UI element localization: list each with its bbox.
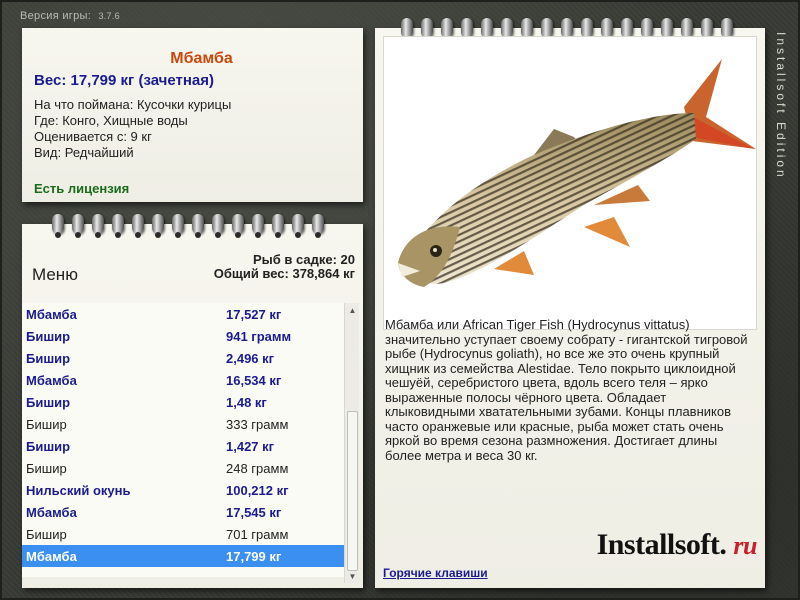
binder-ring [601, 18, 613, 38]
binder-ring [581, 18, 593, 38]
catch-name: Бишир [26, 416, 67, 432]
scroll-down-icon[interactable]: ▼ [348, 571, 357, 581]
hotkeys-link[interactable]: Горячие клавиши [383, 566, 488, 580]
binder-rings [401, 18, 733, 38]
binder-ring [541, 18, 553, 38]
binder-ring [212, 214, 224, 234]
catch-row[interactable] [22, 479, 347, 501]
binder-ring [661, 18, 673, 38]
binder-ring [461, 18, 473, 38]
fish-info-lines [34, 97, 349, 161]
catch-weight: 16,534 кг [226, 372, 282, 388]
catch-weight: 17,799 кг [226, 548, 282, 564]
catch-row[interactable] [22, 391, 347, 413]
scroll-up-icon[interactable]: ▲ [348, 305, 357, 315]
catch-row[interactable] [22, 347, 347, 369]
valued-from: Оценивается с: 9 кг [34, 129, 152, 144]
catch-weight: 17,545 кг [226, 504, 282, 520]
catch-weight: 701 грамм [226, 526, 289, 542]
fish-weight: Вес: 17,799 кг (зачетная) [34, 72, 215, 89]
binder-ring [641, 18, 653, 38]
binder-ring [421, 18, 433, 38]
version-number: 3.7.6 [98, 11, 120, 21]
catch-name: Бишир [26, 328, 71, 344]
fish-count: Рыб в садке: 20 [252, 252, 355, 267]
binder-ring [272, 214, 284, 234]
fish-name-title: Мбамба [170, 50, 233, 67]
catch-weight: 2,496 кг [226, 350, 275, 366]
binder-ring [501, 18, 513, 38]
binder-ring [312, 214, 324, 234]
catch-weight: 333 грамм [226, 416, 289, 432]
catch-name: Бишир [26, 438, 71, 454]
binder-ring [701, 18, 713, 38]
tiger-fish-image [384, 37, 758, 307]
binder-ring [721, 18, 733, 38]
catch-weight: 17,527 кг [226, 306, 282, 322]
scroll-thumb[interactable] [347, 411, 358, 571]
installsoft-logo: Installsoft. ru [596, 528, 757, 561]
catch-name: Нильский окунь [26, 482, 131, 498]
catch-row[interactable] [22, 523, 347, 545]
caught-on: На что поймана: Кусочки курицы [34, 97, 232, 112]
catch-row[interactable] [22, 501, 347, 523]
binder-ring [52, 214, 64, 234]
binder-ring [481, 18, 493, 38]
fish-description: Мбамба или African Tiger Fish (Hydrocynus vittatus) значительно уступает своему собрату - гигантской тигровой рыбе (Hydrocynus goliath), но все же это очень крупный хищник из семейства Alestidae. Тело покрыто циклоидной чешуёй, серебристого цвета, вдоль всего теля – ярко выраженные полосы чёрного цвета. Обладает клыковидными хватательными зубами. Концы плавников часто оранжевые или красные, рыба может стать очень яркой во время сезона размножения. Достигает длины более метра и веса 30 кг. [385, 317, 748, 463]
binder-ring [521, 18, 533, 38]
catch-weight: 100,212 кг [226, 482, 289, 498]
catch-row-selected[interactable] [22, 545, 347, 567]
catch-list[interactable] [22, 303, 347, 577]
fish-image-frame [383, 36, 757, 330]
catch-row[interactable] [22, 303, 347, 325]
catch-row[interactable] [22, 457, 347, 479]
binder-ring [252, 214, 264, 234]
catch-name: Бишир [26, 460, 67, 476]
binder-rings [52, 214, 324, 234]
catch-row[interactable] [22, 325, 347, 347]
binder-ring [621, 18, 633, 38]
binder-ring [441, 18, 453, 38]
license-status: Есть лицензия [34, 181, 130, 196]
binder-ring [192, 214, 204, 234]
rarity: Вид: Редчайший [34, 145, 134, 160]
catch-row[interactable] [22, 369, 347, 391]
catch-name: Мбамба [26, 306, 77, 322]
fish-info-card [22, 28, 363, 202]
binder-ring [292, 214, 304, 234]
binder-ring [112, 214, 124, 234]
catch-name: Мбамба [26, 548, 77, 564]
total-weight: Общий вес: 378,864 кг [213, 266, 355, 281]
catch-stats [214, 253, 355, 281]
catch-row[interactable] [22, 435, 347, 457]
catch-name: Мбамба [26, 372, 77, 388]
menu-title: Меню [32, 265, 78, 284]
catch-weight: 941 грамм [226, 328, 292, 344]
menu-card [22, 224, 363, 588]
binder-ring [561, 18, 573, 38]
catch-name: Бишир [26, 350, 71, 366]
binder-ring [92, 214, 104, 234]
edition-side-text: Installsoft Edition [774, 32, 788, 180]
binder-ring [132, 214, 144, 234]
catch-list-scrollbar[interactable] [344, 303, 359, 583]
catch-weight: 248 грамм [226, 460, 289, 476]
binder-ring [72, 214, 84, 234]
binder-ring [152, 214, 164, 234]
catch-weight: 1,48 кг [226, 394, 267, 410]
catch-row[interactable] [22, 413, 347, 435]
catch-name: Бишир [26, 526, 67, 542]
binder-ring [232, 214, 244, 234]
binder-ring [681, 18, 693, 38]
location: Где: Конго, Хищные воды [34, 113, 188, 128]
version-label: Версия игры: 3.7.6 [20, 10, 120, 22]
binder-ring [172, 214, 184, 234]
catch-name: Мбамба [26, 504, 77, 520]
catch-name: Бишир [26, 394, 71, 410]
catch-weight: 1,427 кг [226, 438, 275, 454]
binder-ring [401, 18, 413, 38]
fish-detail-card [375, 28, 765, 588]
